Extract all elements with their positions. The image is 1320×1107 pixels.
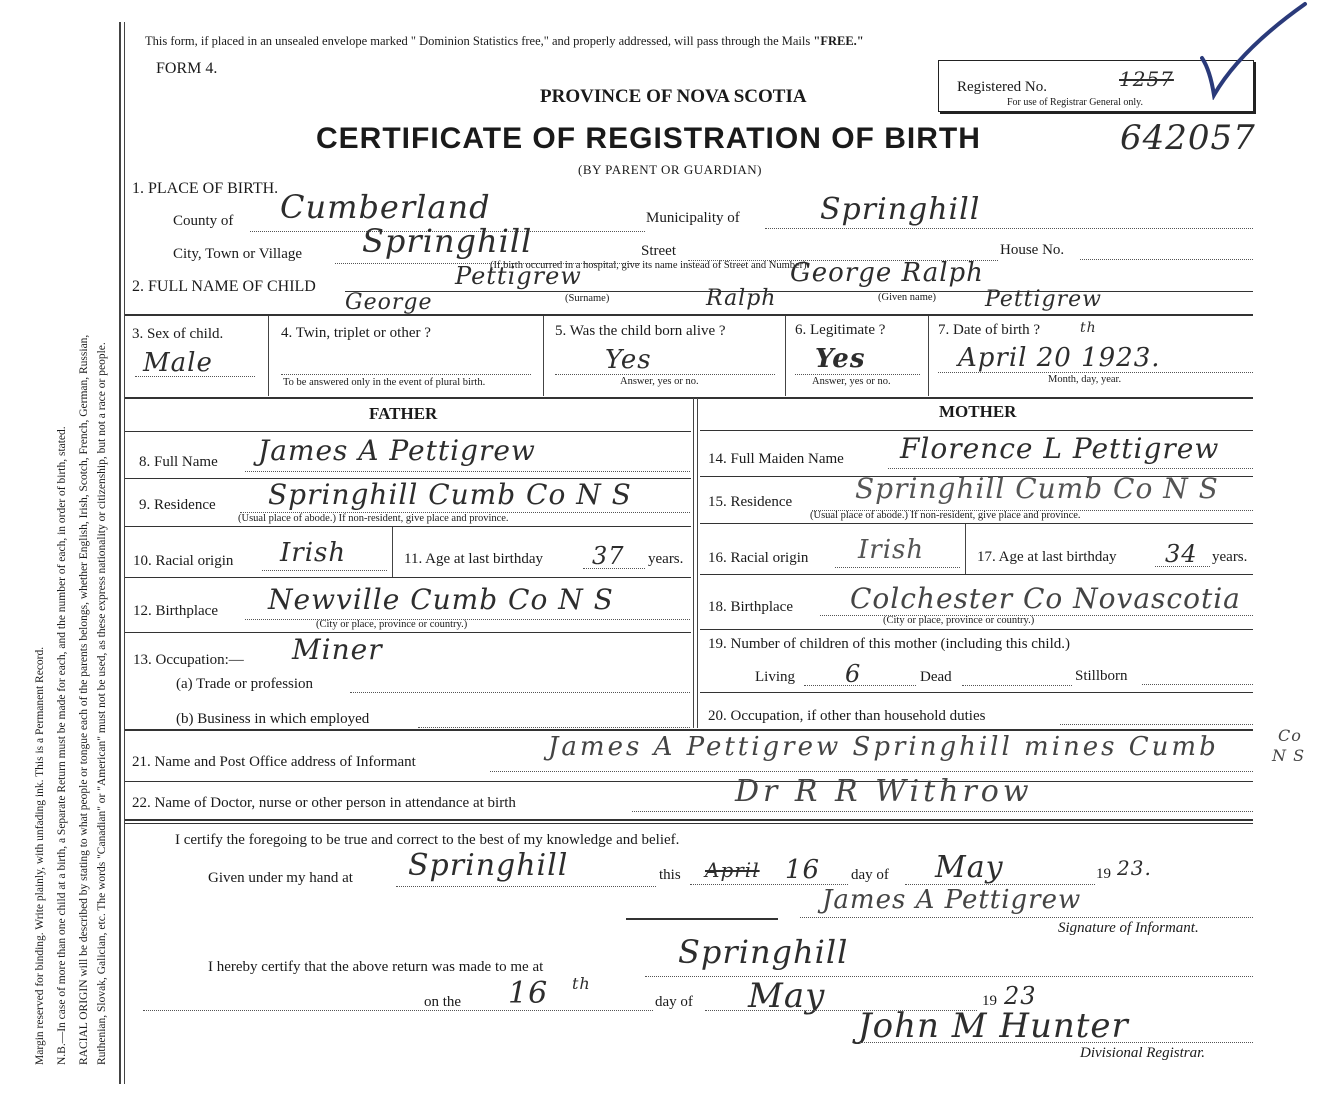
mother-birthplace-note: (City or place, province or country.) bbox=[883, 615, 1035, 626]
given-place-value: Springhill bbox=[408, 848, 569, 883]
margin-note-binding: Margin reserved for binding. Write plainly, with unfading ink. This is a Permanent Record. bbox=[34, 646, 46, 1065]
informant-value-extra-1: Co bbox=[1278, 726, 1302, 745]
on-the-label: on the bbox=[424, 994, 462, 1010]
this-label: this bbox=[659, 867, 681, 883]
mother-racial-origin-value: Irish bbox=[858, 535, 925, 565]
registrar-place-value: Springhill bbox=[678, 933, 849, 971]
father-occupation-value: Miner bbox=[292, 633, 383, 666]
mother-age-label: 17. Age at last birthday bbox=[977, 549, 1117, 565]
mother-name-value: Florence L Pettigrew bbox=[900, 432, 1220, 465]
hospital-note: (If birth occurred in a hospital, give its name instead of Street and Number) bbox=[490, 260, 807, 271]
stillborn-label: Stillborn bbox=[1075, 668, 1128, 684]
father-trade-label: (a) Trade or profession bbox=[176, 676, 314, 692]
father-age-value: 37 bbox=[592, 542, 625, 570]
legitimate-note: Answer, yes or no. bbox=[812, 376, 891, 387]
child-surname-value: Pettigrew bbox=[455, 262, 582, 290]
given-day-value: 16 bbox=[785, 855, 821, 885]
father-birthplace-label: 12. Birthplace bbox=[133, 603, 218, 619]
house-number-label: House No. bbox=[1000, 242, 1065, 258]
registrar-use-note: For use of Registrar General only. bbox=[1007, 97, 1143, 108]
certify-statement: I certify the foregoing to be true and correct to the best of my knowledge and belief. bbox=[175, 832, 680, 848]
date-of-birth-value: April 20 1923. bbox=[958, 343, 1161, 373]
informant-value: James A Pettigrew Springhill mines Cumb bbox=[548, 732, 1219, 762]
father-residence-label: 9. Residence bbox=[139, 497, 216, 513]
date-of-birth-note: Month, day, year. bbox=[1048, 374, 1122, 385]
born-alive-value: Yes bbox=[605, 345, 652, 375]
county-value: Cumberland bbox=[280, 188, 491, 226]
father-age-label: 11. Age at last birthday bbox=[404, 551, 543, 567]
date-of-birth-suffix: th bbox=[1080, 320, 1097, 336]
province-heading: PROVINCE OF NOVA SCOTIA bbox=[540, 86, 807, 107]
mother-age-unit: years. bbox=[1212, 549, 1248, 565]
twin-note: To be answered only in the event of plural birth. bbox=[283, 377, 486, 388]
legitimate-value: Yes bbox=[815, 344, 866, 374]
mother-residence-note: (Usual place of abode.) If non-resident, give place and province. bbox=[810, 510, 1081, 521]
divisional-registrar-label: Divisional Registrar. bbox=[1080, 1045, 1206, 1061]
mother-occupation-label: 20. Occupation, if other than household duties bbox=[708, 708, 986, 724]
check-mark-icon bbox=[1200, 0, 1310, 100]
struck-month-value: April bbox=[705, 858, 760, 882]
mother-children-label: 19. Number of children of this mother (including this child.) bbox=[708, 636, 1071, 652]
place-of-birth-label: 1. PLACE OF BIRTH. bbox=[132, 180, 279, 197]
date-of-birth-label: 7. Date of birth ? bbox=[938, 322, 1041, 338]
father-birthplace-note: (City or place, province or country.) bbox=[316, 619, 468, 630]
certificate-subtitle: (BY PARENT OR GUARDIAN) bbox=[578, 162, 763, 177]
city-value: Springhill bbox=[362, 222, 533, 260]
given-name-caption: (Given name) bbox=[878, 292, 937, 303]
father-racial-origin-label: 10. Racial origin bbox=[133, 553, 234, 569]
informant-label: 21. Name and Post Office address of Informant bbox=[132, 754, 416, 770]
given-year-prefix: 19 bbox=[1096, 866, 1111, 882]
margin-rule-inner bbox=[124, 22, 125, 1084]
given-under-hand-label: Given under my hand at bbox=[208, 870, 353, 886]
informant-signature-value: James A Pettigrew bbox=[822, 885, 1082, 915]
mail-note: This form, if placed in an unsealed envelope marked " Dominion Statistics free," and properly addressed, will pass through the Mails "FREE." bbox=[145, 34, 864, 48]
dead-label: Dead bbox=[920, 669, 952, 685]
mother-residence-label: 15. Residence bbox=[708, 494, 793, 510]
margin-rule bbox=[119, 22, 121, 1084]
street-label: Street bbox=[641, 243, 676, 259]
father-birthplace-value: Newville Cumb Co N S bbox=[268, 583, 614, 616]
correction-surname: Pettigrew bbox=[985, 287, 1103, 312]
father-residence-value: Springhill Cumb Co N S bbox=[268, 478, 632, 511]
given-day-of-label: day of bbox=[851, 867, 889, 883]
municipality-value: Springhill bbox=[820, 192, 981, 227]
mother-birthplace-label: 18. Birthplace bbox=[708, 599, 793, 615]
registrar-signature-value: John M Hunter bbox=[858, 1006, 1129, 1046]
father-name-value: James A Pettigrew bbox=[258, 434, 536, 467]
margin-note-multiple-births: N.B.—In case of more than one child at a birth, a Separate Return must be made for each, and the number of each, in order of birth, stated. bbox=[56, 426, 68, 1065]
twin-label: 4. Twin, triplet or other ? bbox=[281, 325, 431, 341]
municipality-label: Municipality of bbox=[646, 210, 740, 226]
informant-signature-label: Signature of Informant. bbox=[1058, 920, 1199, 936]
mother-birthplace-value: Colchester Co Novascotia bbox=[850, 582, 1241, 615]
sex-value: Male bbox=[143, 348, 213, 378]
form-number: FORM 4. bbox=[156, 60, 218, 77]
living-label: Living bbox=[755, 669, 795, 685]
child-given-value: George Ralph bbox=[790, 258, 984, 288]
registrar-day-value: 16 bbox=[508, 976, 549, 1011]
legitimate-label: 6. Legitimate ? bbox=[795, 322, 886, 338]
doctor-label: 22. Name of Doctor, nurse or other person in attendance at birth bbox=[132, 795, 516, 811]
child-name-label: 2. FULL NAME OF CHILD bbox=[132, 278, 316, 295]
mother-racial-origin-label: 16. Racial origin bbox=[708, 550, 809, 566]
margin-note-racial-origin: RACIAL ORIGIN will be described by stating to what people or tongue each of the parents belongs, whether English, Irish, Scotch, French, German, Russian, bbox=[78, 334, 90, 1065]
father-racial-origin-value: Irish bbox=[280, 538, 347, 568]
registrar-month-value: May bbox=[748, 976, 826, 1016]
sex-label: 3. Sex of child. bbox=[132, 326, 224, 342]
given-month-value: May bbox=[935, 850, 1004, 885]
father-business-label: (b) Business in which employed bbox=[176, 711, 370, 727]
margin-note-racial-origin-cont: Ruthenian, Slovak, Galician, etc. The words "Canadian" or "American" must not be used, as these express nationality or citizenship, but not a race or people. bbox=[96, 342, 108, 1065]
father-occupation-label: 13. Occupation:— bbox=[133, 652, 244, 668]
father-name-label: 8. Full Name bbox=[139, 454, 218, 470]
registrar-day-of-label: day of bbox=[655, 994, 693, 1010]
father-age-unit: years. bbox=[648, 551, 684, 567]
correction-given: George bbox=[345, 290, 433, 315]
registrar-year-value: 23 bbox=[1004, 982, 1037, 1010]
doctor-value: Dr R R Withrow bbox=[735, 774, 1033, 809]
city-label: City, Town or Village bbox=[173, 246, 303, 262]
father-residence-note: (Usual place of abode.) If non-resident, give place and province. bbox=[238, 513, 509, 524]
born-alive-label: 5. Was the child born alive ? bbox=[555, 323, 726, 339]
registrar-year-prefix: 19 bbox=[982, 993, 997, 1009]
county-label: County of bbox=[173, 213, 234, 229]
father-heading: FATHER bbox=[369, 404, 438, 423]
mother-residence-value: Springhill Cumb Co N S bbox=[855, 472, 1219, 505]
surname-caption: (Surname) bbox=[565, 293, 610, 304]
registrar-statement: I hereby certify that the above return was made to me at bbox=[208, 959, 544, 975]
mother-age-value: 34 bbox=[1165, 540, 1198, 568]
certificate-number: 642057 bbox=[1120, 118, 1256, 158]
given-year-value: 23. bbox=[1117, 856, 1152, 880]
registered-value: 1257 bbox=[1119, 67, 1174, 91]
informant-value-extra-2: N S bbox=[1272, 746, 1306, 765]
living-value: 6 bbox=[845, 660, 862, 688]
born-alive-note: Answer, yes or no. bbox=[620, 376, 699, 387]
certificate-title: CERTIFICATE OF REGISTRATION OF BIRTH bbox=[316, 122, 981, 155]
registrar-day-suffix: th bbox=[572, 974, 591, 993]
mother-name-label: 14. Full Maiden Name bbox=[708, 451, 844, 467]
mother-heading: MOTHER bbox=[939, 402, 1017, 421]
registered-label: Registered No. bbox=[957, 79, 1047, 95]
correction-middle: Ralph bbox=[706, 286, 777, 311]
